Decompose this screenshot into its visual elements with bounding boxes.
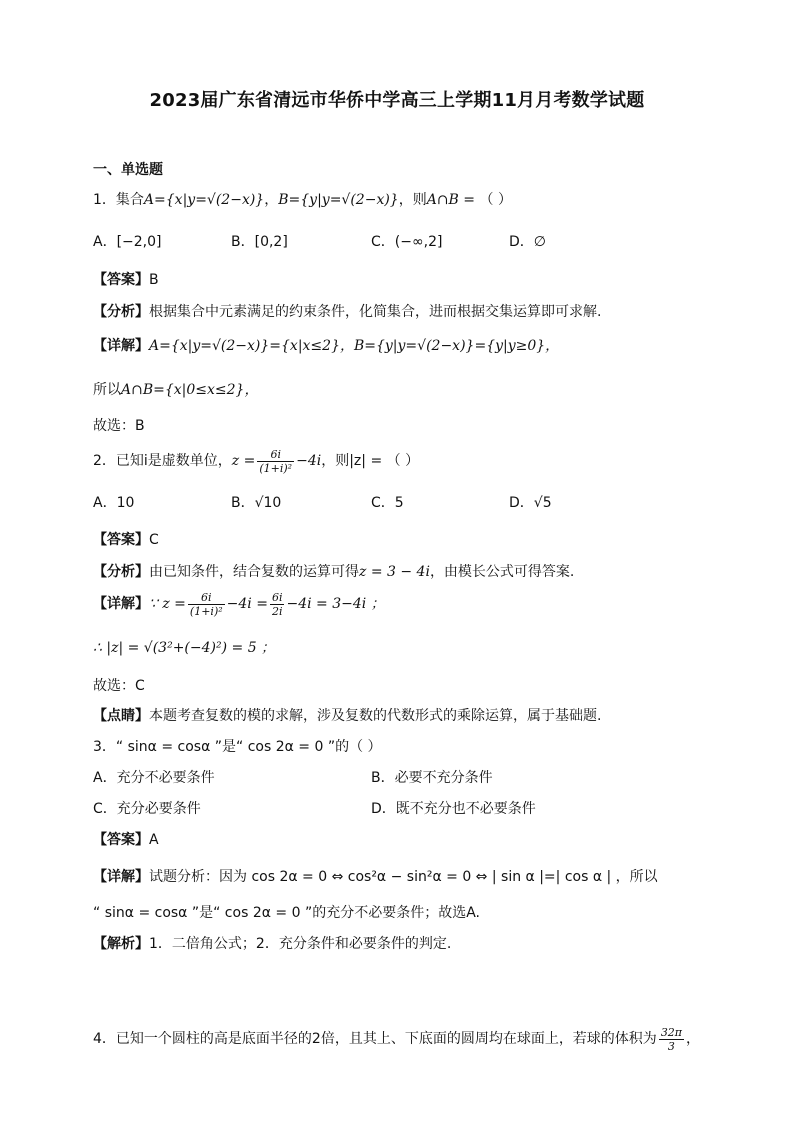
q1-stem bbox=[93, 190, 512, 210]
q2-detail-frac1-den: (1+i)² bbox=[189, 604, 223, 618]
q3-detail-text: 试题分析：因为 cos 2α = 0 ⇔ cos²α − sin²α = 0 ⇔ | sin α |=| cos α | ，所以 bbox=[149, 869, 658, 885]
q2-modulus bbox=[93, 638, 275, 658]
q1-sep: ， bbox=[264, 192, 279, 208]
q3-answer bbox=[93, 830, 159, 850]
q2-detail-lead: ∵ z = bbox=[149, 596, 186, 612]
q3-answer-value: A bbox=[149, 832, 159, 848]
q2-stem bbox=[93, 446, 419, 476]
q2-analysis-tag: 【分析】 bbox=[93, 564, 149, 580]
q3-option-d: D．既不充分也不必要条件 bbox=[371, 801, 536, 817]
q2-stem-prefix: 2．已知i是虚数单位， bbox=[93, 453, 232, 469]
q2-detail-frac2-num: 6i bbox=[271, 590, 283, 604]
q1-analysis-tag: 【分析】 bbox=[93, 304, 149, 320]
q2-fraction bbox=[257, 448, 294, 475]
q1-set-a-body: {x|y=√(2−x)} bbox=[165, 192, 265, 208]
q4-stem-text: 4．已知一个圆柱的高是底面半径的2倍，且其上、下底面的圆周均在球面上，若球的体积为 bbox=[93, 1031, 657, 1047]
q1-option-b: B．[0,2] bbox=[231, 234, 288, 250]
q1-set-a: A= bbox=[143, 192, 166, 208]
q2-answer bbox=[93, 530, 159, 550]
q2-detail-frac1-num: 6i bbox=[188, 591, 225, 605]
q2-detail-fraction-1 bbox=[188, 591, 225, 618]
q2-option-c: C．5 bbox=[371, 495, 404, 511]
q1-option-a: A．[−2,0] bbox=[93, 234, 162, 250]
q2-answer-tag: 【答案】 bbox=[93, 532, 149, 548]
q2-option-b: B．√10 bbox=[231, 495, 282, 511]
q4-fraction bbox=[659, 1026, 684, 1053]
q2-choice: 故选：C bbox=[93, 678, 145, 694]
q2-detail bbox=[93, 588, 385, 620]
q1-paren: = （ ） bbox=[458, 192, 512, 208]
q1-set-b: B= bbox=[278, 192, 301, 208]
q1-stem-prefix: 1．集合 bbox=[93, 192, 144, 208]
q2-detail-fraction-2 bbox=[270, 591, 285, 618]
q1-choice: 故选：B bbox=[93, 418, 145, 434]
q3-analysis-tag: 【解析】 bbox=[93, 936, 149, 952]
q2-stem-suffix: ，则|z| = （ ） bbox=[321, 453, 420, 469]
q2-answer-value: C bbox=[149, 532, 159, 548]
q2-detail-frac2-den: 2i bbox=[271, 604, 283, 618]
q1-stem-suffix: ，则 bbox=[398, 192, 427, 208]
q1-expr: A∩B bbox=[426, 192, 459, 208]
q2-comment-text: 本题考查复数的模的求解，涉及复数的代数形式的乘除运算，属于基础题. bbox=[149, 708, 602, 724]
q3-detail bbox=[93, 867, 658, 887]
q1-conclusion-prefix: 所以 bbox=[93, 382, 121, 398]
q2-frac-den: (1+i)² bbox=[259, 461, 293, 475]
q2-detail-tag: 【详解】 bbox=[93, 596, 149, 612]
q2-option-a: A．10 bbox=[93, 495, 135, 511]
q4-frac-den: 3 bbox=[667, 1039, 675, 1053]
q3-detail-2: “ sinα = cosα ”是“ cos 2α = 0 ”的充分不必要条件；故选A. bbox=[93, 905, 480, 921]
q3-analysis-text: 1．二倍角公式；2．充分条件和必要条件的判定. bbox=[149, 936, 452, 952]
q1-answer bbox=[93, 270, 159, 290]
q2-comment-tag: 【点睛】 bbox=[93, 708, 149, 724]
q3-option-c: C．充分必要条件 bbox=[93, 801, 201, 817]
q1-answer-value: B bbox=[149, 272, 159, 288]
q3-option-a: A．充分不必要条件 bbox=[93, 770, 215, 786]
q3-option-b: B．必要不充分条件 bbox=[371, 770, 493, 786]
q2-detail-mid: −4i = bbox=[226, 596, 268, 612]
q1-option-d: D．∅ bbox=[509, 234, 546, 250]
q1-detail-text: A={x|y=√(2−x)}={x|x≤2}，B={y|y=√(2−x)}={y|y≥0}， bbox=[149, 338, 560, 354]
q3-analysis bbox=[93, 934, 451, 954]
q2-detail-end: −4i = 3−4i ； bbox=[286, 596, 385, 612]
page-title: 2023届广东省清远市华侨中学高三上学期11月月考数学试题 bbox=[149, 90, 645, 111]
q1-detail bbox=[93, 336, 559, 356]
q2-analysis-b: ，由模长公式可得答案. bbox=[429, 564, 575, 580]
q1-conclusion bbox=[93, 380, 258, 400]
section-heading: 一、单选题 bbox=[93, 162, 163, 178]
q4-tail: ， bbox=[686, 1031, 701, 1047]
q2-option-d: D．√5 bbox=[509, 495, 552, 511]
q3-stem: 3．“ sinα = cosα ”是“ cos 2α = 0 ”的（ ） bbox=[93, 739, 382, 755]
q1-analysis bbox=[93, 302, 601, 322]
q4-stem bbox=[93, 1024, 700, 1054]
q1-answer-tag: 【答案】 bbox=[93, 272, 149, 288]
q1-conclusion-expr: A∩B={x|0≤x≤2}， bbox=[121, 382, 259, 398]
q1-detail-tag: 【详解】 bbox=[93, 338, 149, 354]
q2-analysis-a: 由已知条件，结合复数的运算可得 bbox=[149, 564, 359, 580]
q1-analysis-text: 根据集合中元素满足的约束条件，化简集合，进而根据交集运算即可求解. bbox=[149, 304, 602, 320]
q3-detail-tag: 【详解】 bbox=[93, 869, 149, 885]
q2-comment bbox=[93, 706, 601, 726]
q2-analysis bbox=[93, 562, 574, 582]
q2-modulus-expr: ∴ |z| = √(3²+(−4)²) = 5 ； bbox=[93, 640, 276, 656]
q3-answer-tag: 【答案】 bbox=[93, 832, 149, 848]
q1-option-c: C．(−∞,2] bbox=[371, 234, 443, 250]
q1-set-b-body: {y|y=√(2−x)} bbox=[300, 192, 399, 208]
q2-frac-num: 6i bbox=[257, 448, 294, 462]
q2-analysis-expr: z = 3 − 4i bbox=[359, 564, 430, 580]
q4-frac-num: 32π bbox=[660, 1025, 683, 1039]
q2-minus: −4i bbox=[296, 453, 322, 469]
q2-z-eq: z = bbox=[231, 453, 256, 469]
